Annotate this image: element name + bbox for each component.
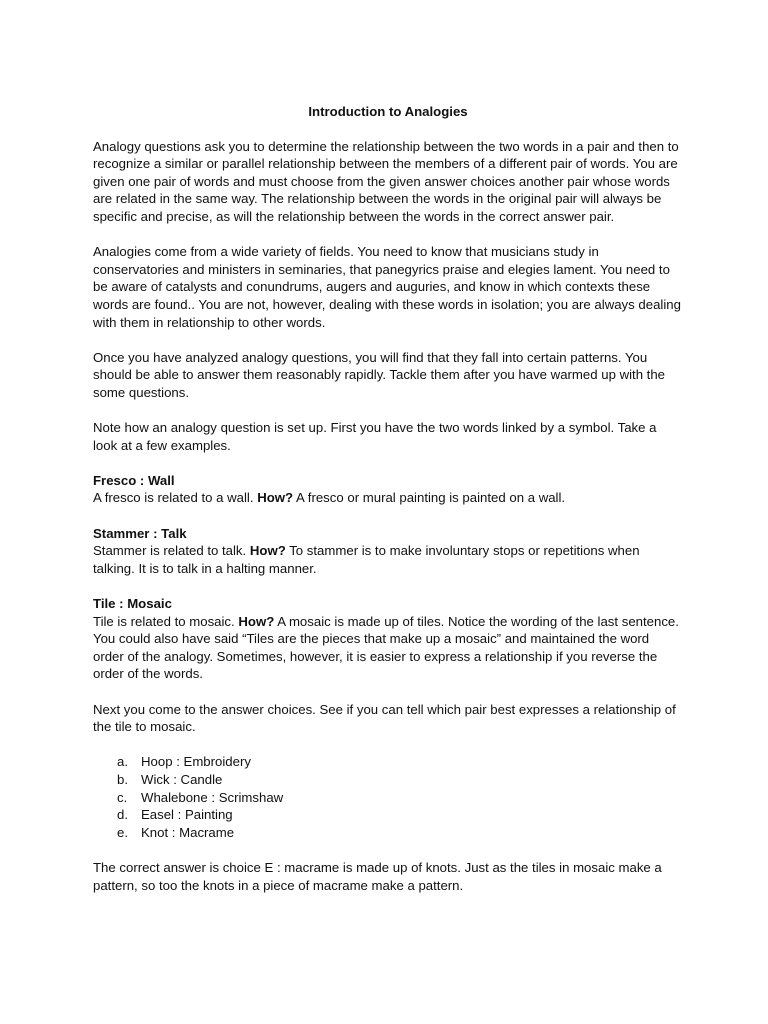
document-page [93, 103, 683, 912]
example-fresco-wall [93, 472, 683, 507]
choice-letter: d. [117, 807, 128, 823]
choice-letter: e. [117, 824, 128, 840]
example-lead: Stammer is related to talk. [93, 543, 247, 559]
answer-choice [93, 789, 683, 807]
choice-text: Hoop : Embroidery [141, 754, 251, 770]
answer-choice [93, 753, 683, 771]
answer-choice [93, 806, 683, 824]
paragraph-setup: Note how an analogy question is set up. First you have the two words linked by a symbol. Take a look at a few examples. [93, 420, 657, 453]
example-lead: Tile is related to mosaic. [93, 613, 235, 629]
choice-text: Knot : Macrame [141, 824, 235, 840]
example-explanation: A fresco or mural painting is painted on a wall. [296, 490, 566, 506]
paragraph-fields: Analogies come from a wide variety of fields. You need to know that musicians study in conservatories and ministers in seminaries, that panegyrics praise and elegies lament. You need to be aware of catalysts and conundrums, augers and auguries, and know in which contexts these words are found.. You are not, however, dealing with these words in isolation; you are always dealing with them in relationship to other words. [93, 244, 681, 330]
example-explanation: To stammer is to make involuntary stops or repetitions when talking. It is to talk in a halting manner. [93, 543, 640, 576]
example-how: How? [257, 490, 294, 506]
answer-choice [93, 771, 683, 789]
choice-text: Wick : Candle [141, 771, 223, 787]
choice-letter: a. [117, 754, 128, 770]
paragraph-answer-intro: Next you come to the answer choices. See if you can tell which pair best expresses a relationship of the tile to mosaic. [93, 701, 676, 735]
choice-letter: b. [117, 771, 128, 787]
example-lead: A fresco is related to a wall. [93, 490, 254, 506]
example-tile-mosaic [93, 595, 683, 683]
choice-letter: c. [117, 789, 128, 805]
paragraph-conclusion: The correct answer is choice E : macrame is made up of knots. Just as the tiles in mosaic make a pattern, so too the knots in a piece of macrame make a pattern. [93, 859, 662, 893]
example-heading: Tile : Mosaic [93, 596, 172, 612]
answer-choice [93, 824, 683, 842]
choice-text: Easel : Painting [141, 807, 233, 823]
example-heading: Fresco : Wall [93, 472, 175, 488]
paragraph-intro: Analogy questions ask you to determine the relationship between the two words in a pair and then to recognize a similar or parallel relationship between the members of a different pair of words. You are given one pair of words and must choose from the given answer choices another pair whose words are related in the same way. The relationship between the words in the original pair will always be specific and precise, as will the relationship between the words in the correct answer pair. [93, 138, 679, 224]
page-title: Introduction to Analogies [308, 104, 468, 119]
answer-choices-list [93, 753, 683, 841]
choice-text: Whalebone : Scrimshaw [141, 789, 284, 805]
example-explanation: A mosaic is made up of tiles. Notice the wording of the last sentence. You could also have said “Tiles are the pieces that make up a mosaic” and maintained the word order of the analogy. Sometimes, however, it is easier to express a relationship if you reverse the order of the words. [93, 613, 679, 682]
example-how: How? [249, 543, 286, 559]
example-how: How? [238, 613, 275, 629]
example-heading: Stammer : Talk [93, 525, 187, 541]
paragraph-patterns: Once you have analyzed analogy questions, you will find that they fall into certain patterns. You should be able to answer them reasonably rapidly. Tackle them after you have warmed up with the some questions. [93, 349, 666, 400]
example-stammer-talk [93, 525, 683, 578]
